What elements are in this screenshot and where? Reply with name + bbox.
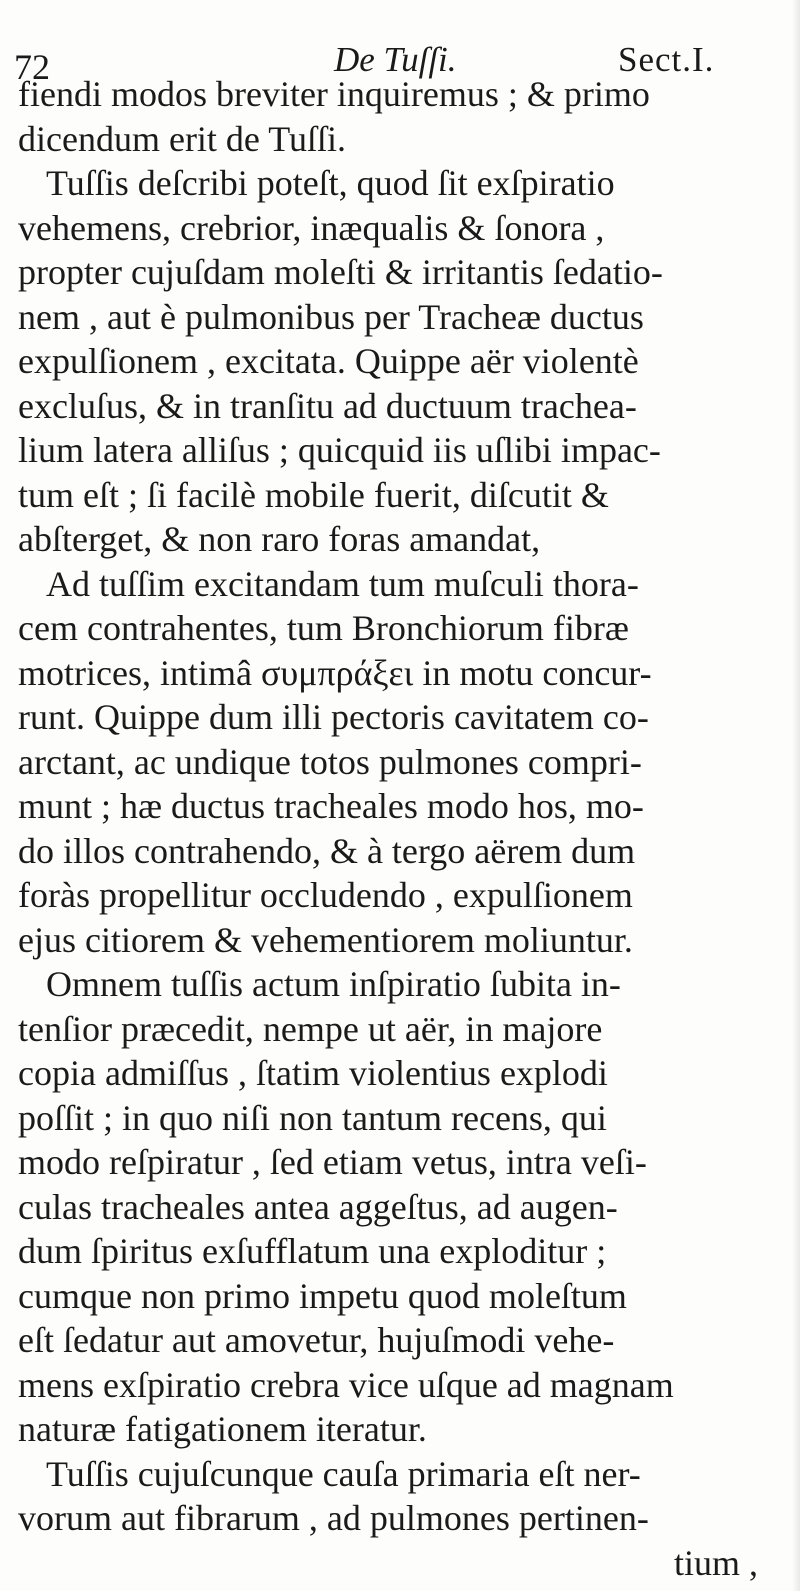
text-line: fiendi modos breviter inquiremus ; & primo bbox=[18, 74, 650, 114]
page-edge-shadow bbox=[792, 0, 800, 1591]
text-line: eſt ſedatur aut amovetur, hujuſmodi vehe- bbox=[18, 1320, 615, 1360]
text-line: Tuſſis cujuſcunque cauſa primaria eſt ner- bbox=[46, 1453, 641, 1494]
text-line: culas tracheales antea aggeſtus, ad augen- bbox=[18, 1186, 618, 1227]
text-line: Omnem tuſſis actum inſpiratio ſubita in- bbox=[46, 964, 621, 1004]
body-text bbox=[18, 72, 788, 1585]
text-line: nem , aut è pulmonibus per Tracheæ ductus bbox=[18, 296, 644, 337]
text-line: modo reſpiratur , ſed etiam vetus, intra veſi- bbox=[18, 1142, 647, 1182]
text-line: naturæ fatigationem iteratur. bbox=[18, 1409, 427, 1449]
text-line: runt. Quippe dum illi pectoris cavitatem co- bbox=[18, 697, 649, 737]
text-line: excluſus, & in tranſitu ad ductuum trachea- bbox=[18, 385, 637, 426]
text-line: abſterget, & non raro foras amandat, bbox=[18, 519, 541, 559]
text-line: propter cujuſdam moleſti & irritantis ſedatio- bbox=[18, 252, 663, 292]
text-line: copia admiſſus , ſtatim violentius explodi bbox=[18, 1053, 608, 1093]
section-label: Sect.I. bbox=[618, 40, 715, 79]
text-line: tenſior præcedit, nempe ut aër, in majore bbox=[18, 1008, 603, 1049]
text-line: Ad tuſſim excitandam tum muſculi thora- bbox=[46, 563, 639, 604]
text-line: mens exſpiratio crebra vice uſque ad magnam bbox=[18, 1364, 674, 1405]
running-title: De Tuſſi. bbox=[334, 40, 457, 79]
text-line: dicendum erit de Tuſſi. bbox=[18, 118, 346, 159]
text-line: cem contrahentes, tum Bronchiorum fibræ bbox=[18, 608, 629, 648]
text-line: ejus citiorem & vehementiorem moliuntur. bbox=[18, 919, 633, 960]
text-line: tum eſt ; ſi facilè mobile fuerit, diſcutit & bbox=[18, 474, 609, 515]
text-line: munt ; hæ ductus tracheales modo hos, mo- bbox=[18, 786, 644, 826]
text-line: arctant, ac undique totos pulmones compri- bbox=[18, 741, 642, 782]
text-line: Tuſſis deſcribi poteſt, quod ſit exſpiratio bbox=[46, 163, 615, 203]
text-line: poſſit ; in quo niſi non tantum recens, qui bbox=[18, 1097, 607, 1138]
text-line: lium latera alliſus ; quicquid iis uſlibi impac- bbox=[18, 430, 661, 470]
text-line: dum ſpiritus exſufflatum una exploditur ; bbox=[18, 1231, 607, 1271]
page-number: 72 bbox=[14, 47, 50, 87]
text-line: tium , bbox=[673, 1542, 758, 1583]
text-line: vehemens, crebrior, inæqualis & ſonora , bbox=[18, 207, 605, 248]
text-line: foràs propellitur occludendo , expulſionem bbox=[18, 875, 633, 915]
text-line: do illos contrahendo, & à tergo aërem dum bbox=[18, 830, 636, 871]
text-line: motrices, intimâ συμπράξει in motu concur- bbox=[18, 652, 652, 693]
text-line: vorum aut fibrarum , ad pulmones pertinen- bbox=[18, 1498, 649, 1538]
text-line: cumque non primo impetu quod moleſtum bbox=[18, 1275, 627, 1316]
text-line: expulſionem , excitata. Quippe aër violentè bbox=[18, 341, 639, 381]
